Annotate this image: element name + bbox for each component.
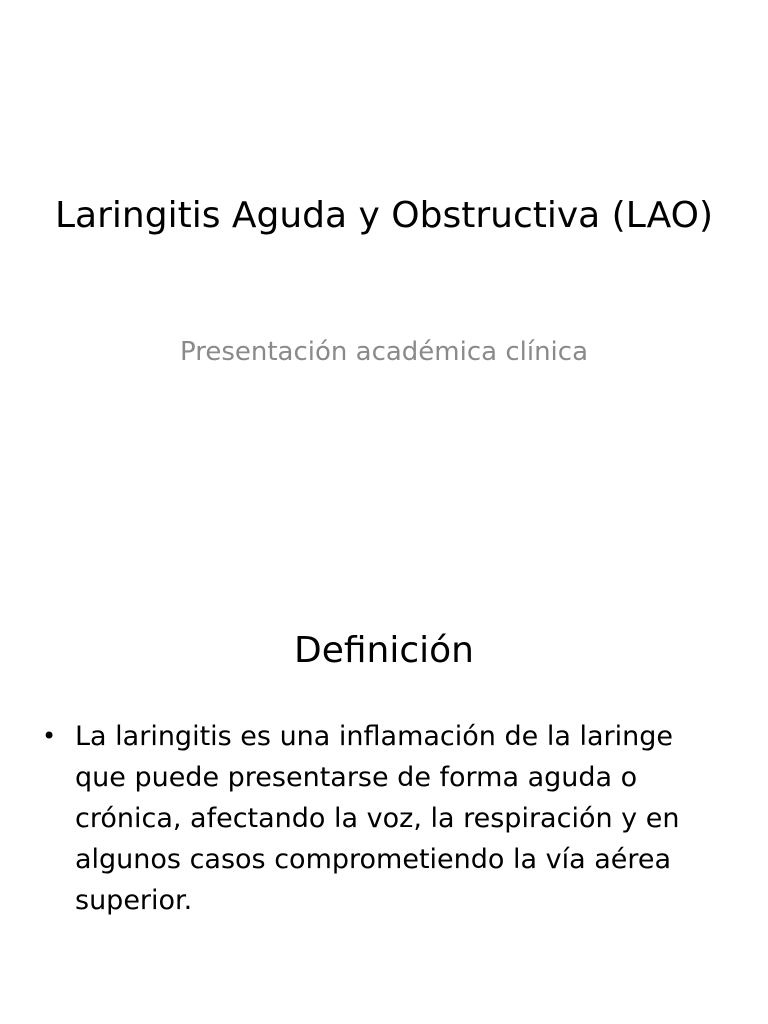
slide-title-heading: Laringitis Aguda y Obstructiva (LAO) bbox=[54, 195, 713, 236]
bullet-dot-icon: • bbox=[42, 722, 57, 750]
definition-bullet-item bbox=[40, 716, 710, 921]
definition-bullet-text: La laringitis es una inflamación de la laringe que puede presentarse de forma aguda o crónica, afectando la voz, la respiración y en algunos casos comprometiendo la vía aérea superior. bbox=[75, 721, 680, 916]
slide-definition bbox=[0, 512, 768, 1024]
definition-bullet-list bbox=[40, 716, 710, 921]
slide-subtitle: Presentación académica clínica bbox=[179, 337, 589, 367]
definition-heading: Definición bbox=[294, 630, 474, 671]
